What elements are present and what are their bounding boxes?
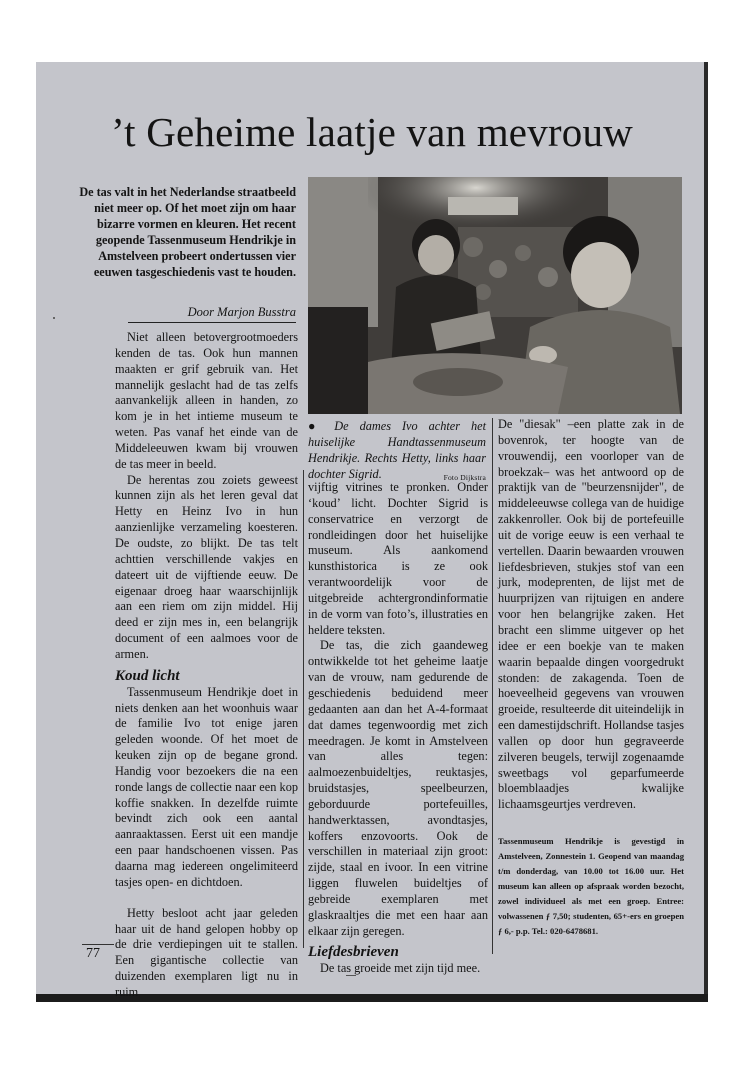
paragraph: Tassenmuseum Hendrikje doet in niets denken aan het woonhuis waar de familie Ivo tot enige jaren geleden woonde. Of het moet de keuken zijn op de begane grond. Handig voor bezoekers die na een ronde langs de collectie naar een kop koffie snakken. In dezelfde ruimte bevindt zich ook een aantal aanraaktassen. Eerst uit een mandje een paar handschoenen vissen. Pas daarna mag iedereen ongelimiteerd tasjes open- en dichtdoen. <box>115 684 298 889</box>
margin-mark <box>53 317 55 319</box>
caption-text: De dames Ivo achter het huiselijke Handtassenmuseum Hendrikje. Rechts Hetty, links haar dochter Sigrid. <box>308 419 486 481</box>
column-divider <box>303 470 304 948</box>
article-byline: Door Marjon Busstra <box>128 304 296 323</box>
article-photo <box>308 177 682 414</box>
scan-edge-right <box>704 62 708 1002</box>
paragraph: Hetty besloot acht jaar geleden haar uit de hand gelopen hobby op de drie verdiepingen uit te stallen. Een gigantische collectie van duizenden exemplaren ligt nu in ruim <box>115 905 298 999</box>
paragraph: De herentas zou zoiets geweest kunnen zijn als het leren geval dat Hetty en Heinz Ivo in hun aanzienlijke verzameling koesteren. De oudste, zo blijkt. De tas telt achttien verschillende vakjes en dateert uit de vijftiende eeuw. De eigenaar droeg haar waarschijnlijk aan een riem om zijn middel. Hij deed er zijn mes in, een belangrijk document of een aalmoes voor de armen. <box>115 472 298 661</box>
photo-image <box>308 177 682 414</box>
column-1 <box>115 330 298 1001</box>
column-3 <box>498 417 684 813</box>
column-2 <box>308 480 488 977</box>
section-heading: Liefdesbrieven <box>308 944 399 961</box>
column-divider <box>492 418 493 954</box>
photo-caption <box>308 418 486 486</box>
paragraph: De "diesak" –een platte zak in de bovenrok, ter hoogte van de vrouwendij, een voorloper van de broekzak– was het antwoord op de praktijk van de "beurzensnijder", de middeleeuwse collega van de huidige zakkenroller. Ook bij de portefeuille uit de vorige eeuw is een verhaal te vertellen. Daarin bewaarden vrouwen liefdesbrieven, stukjes stof van een jurk, modeprenten, de lijst met de huurprijzen van rijtuigen en andere voor hen belangrijke zaken. Het bracht een slimme uitgever op het idee er een boekje van te maken waarin bepaalde dingen voorgedrukt stonden: de zakagenda. Toen de hoeveelheid gegevens van vrouwen groeide, resulteerde dit uiteindelijk in een damestijdschrift. Hollandse tasjes vallen op door hun gegraveerde zilveren beugels, terwijl zogenaamde sweetbags vol geparfumeerde bloemblaadjes kwalijke lichaamsgeurtjes verdreven. <box>498 417 684 812</box>
paragraph: De tas groeide met zijn tijd mee. <box>320 961 481 976</box>
photo-credit: Foto Dijkstra <box>443 473 486 482</box>
paragraph: Niet alleen betovergrootmoeders kenden de tas. Ook hun mannen maakten er grif gebruik van. Het mannelijk geslacht had de tas zelfs aanvankelijk alleen in handen, zo kom je in het intieme museum te weten. Pas vanaf het einde van de Middeleeuwen kwam bij vrouwen de tas meer in beeld. <box>115 330 298 471</box>
museum-info-box: Tassenmuseum Hendrikje is gevestigd in Amstelveen, Zonnestein 1. Geopend van maandag t/m donderdag, van 10.00 tot 16.00 uur. Het museum kan alleen op afspraak worden bezocht, zowel individueel als met een groep. Entree: volwassenen ƒ 7,50; studenten, 65+-ers en groepen ƒ 6,- p.p. Tel.: 020-6478681. <box>498 836 684 936</box>
article-title: ’t Geheime laatje van mevrouw <box>111 109 633 155</box>
page-number-rule <box>82 944 114 945</box>
caption-bullet: ● <box>308 419 324 433</box>
section-heading: Koud licht <box>115 667 180 684</box>
footer-dash <box>346 975 356 976</box>
paragraph: vijftig vitrines te pronken. Onder ‘koud’ licht. Dochter Sigrid is conservatrice en verzorgt de rondleidingen door het huiselijke museum. Als aankomend kunsthistorica is ze ook verantwoordelijk voor de uitgebreide achtergrondinformatie in de vorm van foto’s, illustraties en heldere teksten. <box>308 480 488 637</box>
article-intro: De tas valt in het Nederlandse straatbeeld niet meer op. Of het moet zijn om haar bizarre vormen en kleuren. Het recent geopende Tassenmuseum Hendrikje in Amstelveen probeert ondertussen vier eeuwen tasgeschiedenis vast te houden. <box>79 185 296 279</box>
paragraph: De tas, die zich gaandeweg ontwikkelde tot het geheime laatje van de vrouw, nam gedurende de geschiedenis beduidend meer gedaanten aan dan het A-4-formaat dat dames tegenwoordig met zich meedragen. Je komt in Amstelveen van alles tegen: aalmoezenbuideltjes, reuktasjes, bruidstasjes, speelbeurzen, geborduurde portefeuilles, handwerktassen, avondtasjes, koffers enzovoorts. Ook de verschillen in materiaal zijn groot: zijde, staal en ivoor. In een vitrine liggen fluwelen buideltjes of gebreide exemplaren met glaskraaltjes die met een haar aan elkaar zijn geregen. <box>308 638 488 938</box>
page-number: 77 <box>86 946 100 961</box>
